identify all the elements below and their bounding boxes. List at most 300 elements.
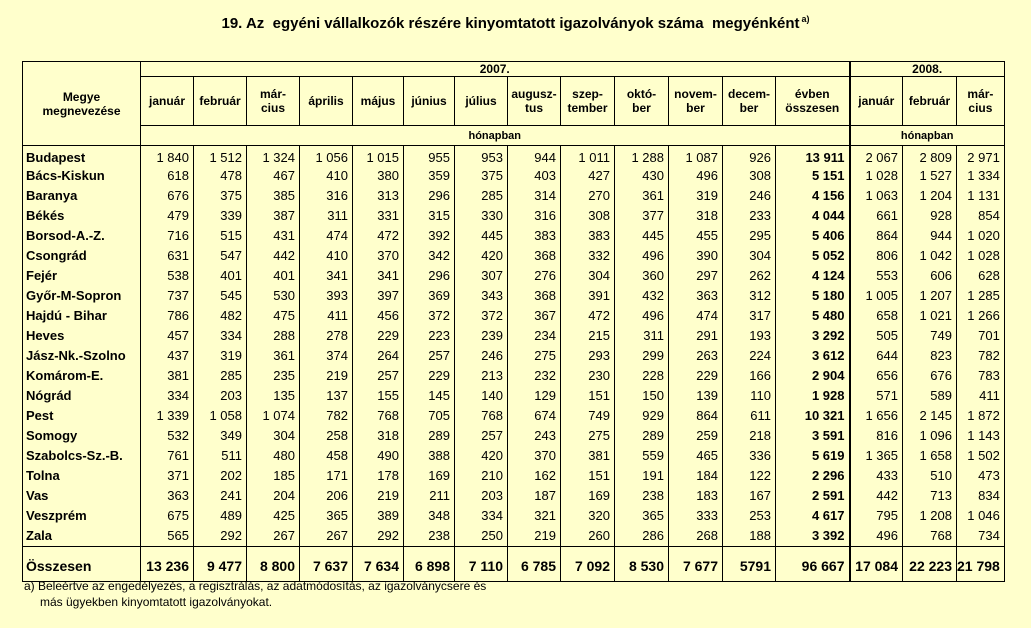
value-cell-2007: 246 [455, 346, 508, 366]
value-cell-2007: 547 [194, 246, 247, 266]
annual-total-cell: 96 667 [776, 547, 850, 582]
value-cell-2007: 122 [723, 466, 776, 486]
value-cell-2007: 370 [353, 246, 404, 266]
annual-total-cell: 5 180 [776, 286, 850, 306]
value-cell-2007: 229 [669, 366, 723, 386]
value-cell-2008: 1 208 [903, 506, 957, 526]
value-cell-2008: 944 [903, 226, 957, 246]
value-cell-2007: 385 [247, 186, 300, 206]
value-cell-2007: 437 [141, 346, 194, 366]
value-cell-2007: 270 [561, 186, 615, 206]
data-table [22, 61, 1005, 582]
value-cell-2007: 365 [300, 506, 353, 526]
month-header-2007: novem- ber [669, 77, 723, 126]
value-cell-2007: 286 [615, 526, 669, 547]
value-cell-2007: 496 [615, 246, 669, 266]
county-name: Komárom-E. [23, 366, 141, 386]
value-cell-2008: 713 [903, 486, 957, 506]
value-cell-2007: 383 [508, 226, 561, 246]
value-cell-2007: 334 [455, 506, 508, 526]
value-cell-2007: 390 [669, 246, 723, 266]
value-cell-2008: 473 [957, 466, 1005, 486]
value-cell-2007: 391 [561, 286, 615, 306]
value-cell-2008: 661 [850, 206, 903, 226]
value-cell-2007: 380 [353, 166, 404, 186]
county-name: Békés [23, 206, 141, 226]
value-cell-2007: 389 [353, 506, 404, 526]
county-name: Budapest [23, 146, 141, 167]
county-name: Tolna [23, 466, 141, 486]
month-header-2007: július [455, 77, 508, 126]
value-cell-2007: 926 [723, 146, 776, 167]
table-row [23, 206, 1005, 226]
value-cell-2008: 1 872 [957, 406, 1005, 426]
county-header: Megye megnevezése [23, 62, 141, 146]
value-cell-2007: 135 [247, 386, 300, 406]
value-cell-2008: 571 [850, 386, 903, 406]
value-cell-2007: 392 [404, 226, 455, 246]
value-cell-2007: 496 [615, 306, 669, 326]
value-cell-2007: 5791 [723, 547, 776, 582]
month-header-2007: szep- tember [561, 77, 615, 126]
value-cell-2007: 210 [455, 466, 508, 486]
value-cell-2007: 944 [508, 146, 561, 167]
county-name: Bács-Kiskun [23, 166, 141, 186]
table-row [23, 146, 1005, 167]
value-cell-2007: 1 056 [300, 146, 353, 167]
value-cell-2008: 505 [850, 326, 903, 346]
value-cell-2007: 171 [300, 466, 353, 486]
value-cell-2008: 510 [903, 466, 957, 486]
value-cell-2007: 318 [669, 206, 723, 226]
value-cell-2007: 151 [561, 386, 615, 406]
value-cell-2007: 296 [404, 266, 455, 286]
value-cell-2007: 530 [247, 286, 300, 306]
value-cell-2007: 474 [300, 226, 353, 246]
value-cell-2007: 675 [141, 506, 194, 526]
value-cell-2007: 1 058 [194, 406, 247, 426]
value-cell-2008: 496 [850, 526, 903, 547]
value-cell-2007: 631 [141, 246, 194, 266]
county-name: Somogy [23, 426, 141, 446]
value-cell-2007: 1 324 [247, 146, 300, 167]
value-cell-2007: 250 [455, 526, 508, 547]
value-cell-2007: 445 [455, 226, 508, 246]
annual-total-cell: 5 052 [776, 246, 850, 266]
value-cell-2007: 372 [455, 306, 508, 326]
value-cell-2007: 749 [561, 406, 615, 426]
table-row [23, 166, 1005, 186]
value-cell-2007: 6 785 [508, 547, 561, 582]
value-cell-2007: 381 [141, 366, 194, 386]
month-header-2007: június [404, 77, 455, 126]
value-cell-2007: 375 [455, 166, 508, 186]
value-cell-2007: 206 [300, 486, 353, 506]
value-cell-2008: 1 020 [957, 226, 1005, 246]
value-cell-2007: 203 [194, 386, 247, 406]
county-name: Heves [23, 326, 141, 346]
value-cell-2008: 1 143 [957, 426, 1005, 446]
value-cell-2007: 565 [141, 526, 194, 547]
value-cell-2007: 467 [247, 166, 300, 186]
value-cell-2007: 786 [141, 306, 194, 326]
county-name: Borsod-A.-Z. [23, 226, 141, 246]
value-cell-2008: 734 [957, 526, 1005, 547]
annual-total-cell: 13 911 [776, 146, 850, 167]
value-cell-2007: 317 [723, 306, 776, 326]
value-cell-2007: 1 074 [247, 406, 300, 426]
value-cell-2007: 296 [404, 186, 455, 206]
sum-row [23, 547, 1005, 582]
value-cell-2007: 374 [300, 346, 353, 366]
table-row [23, 266, 1005, 286]
value-cell-2007: 336 [723, 446, 776, 466]
value-cell-2007: 13 236 [141, 547, 194, 582]
value-cell-2007: 411 [300, 306, 353, 326]
value-cell-2007: 311 [615, 326, 669, 346]
value-cell-2007: 331 [353, 206, 404, 226]
value-cell-2008: 17 084 [850, 547, 903, 582]
title-footnote-mark: a) [801, 14, 810, 24]
value-cell-2007: 674 [508, 406, 561, 426]
value-cell-2007: 342 [404, 246, 455, 266]
value-cell-2007: 474 [669, 306, 723, 326]
value-cell-2007: 129 [508, 386, 561, 406]
value-cell-2007: 425 [247, 506, 300, 526]
value-cell-2007: 295 [723, 226, 776, 246]
value-cell-2007: 705 [404, 406, 455, 426]
value-cell-2007: 238 [404, 526, 455, 547]
value-cell-2007: 304 [561, 266, 615, 286]
month-header-2007: októ- ber [615, 77, 669, 126]
value-cell-2007: 368 [508, 246, 561, 266]
value-cell-2007: 375 [194, 186, 247, 206]
value-cell-2007: 456 [353, 306, 404, 326]
value-cell-2007: 316 [508, 206, 561, 226]
value-cell-2007: 410 [300, 166, 353, 186]
table-row [23, 346, 1005, 366]
value-cell-2007: 361 [247, 346, 300, 366]
value-cell-2008: 656 [850, 366, 903, 386]
value-cell-2007: 1 011 [561, 146, 615, 167]
value-cell-2007: 545 [194, 286, 247, 306]
value-cell-2007: 360 [615, 266, 669, 286]
value-cell-2008: 606 [903, 266, 957, 286]
value-cell-2008: 1 658 [903, 446, 957, 466]
value-cell-2007: 7 110 [455, 547, 508, 582]
value-cell-2007: 393 [300, 286, 353, 306]
value-cell-2007: 307 [455, 266, 508, 286]
value-cell-2007: 7 677 [669, 547, 723, 582]
value-cell-2007: 219 [508, 526, 561, 547]
value-cell-2007: 478 [194, 166, 247, 186]
month-header-2007: decem- ber [723, 77, 776, 126]
value-cell-2008: 1 131 [957, 186, 1005, 206]
value-cell-2007: 257 [404, 346, 455, 366]
table-row [23, 466, 1005, 486]
value-cell-2007: 334 [141, 386, 194, 406]
value-cell-2007: 532 [141, 426, 194, 446]
unit-2007-header: hónapban [141, 126, 850, 146]
value-cell-2007: 370 [508, 446, 561, 466]
value-cell-2008: 22 223 [903, 547, 957, 582]
value-cell-2008: 2 067 [850, 146, 903, 167]
value-cell-2007: 297 [669, 266, 723, 286]
value-cell-2007: 367 [508, 306, 561, 326]
value-cell-2007: 140 [455, 386, 508, 406]
value-cell-2007: 312 [723, 286, 776, 306]
annual-total-cell: 3 591 [776, 426, 850, 446]
value-cell-2007: 232 [508, 366, 561, 386]
value-cell-2008: 1 063 [850, 186, 903, 206]
value-cell-2007: 241 [194, 486, 247, 506]
month-header-2008: február [903, 77, 957, 126]
annual-total-cell: 3 612 [776, 346, 850, 366]
value-cell-2007: 308 [723, 166, 776, 186]
table-row [23, 386, 1005, 406]
value-cell-2007: 239 [455, 326, 508, 346]
value-cell-2007: 275 [561, 426, 615, 446]
value-cell-2007: 204 [247, 486, 300, 506]
value-cell-2008: 806 [850, 246, 903, 266]
value-cell-2007: 387 [247, 206, 300, 226]
value-cell-2007: 359 [404, 166, 455, 186]
value-cell-2007: 341 [300, 266, 353, 286]
value-cell-2007: 333 [669, 506, 723, 526]
year-2007-header: 2007. [141, 62, 850, 77]
value-cell-2007: 1 087 [669, 146, 723, 167]
value-cell-2007: 369 [404, 286, 455, 306]
county-name: Fejér [23, 266, 141, 286]
value-cell-2007: 188 [723, 526, 776, 547]
value-cell-2007: 219 [300, 366, 353, 386]
value-cell-2008: 928 [903, 206, 957, 226]
month-header-2007: már- cius [247, 77, 300, 126]
footnote [24, 578, 486, 610]
county-name: Szabolcs-Sz.-B. [23, 446, 141, 466]
value-cell-2008: 1 656 [850, 406, 903, 426]
value-cell-2008: 1 005 [850, 286, 903, 306]
table-row [23, 366, 1005, 386]
value-cell-2007: 782 [300, 406, 353, 426]
value-cell-2007: 475 [247, 306, 300, 326]
value-cell-2007: 430 [615, 166, 669, 186]
value-cell-2007: 442 [247, 246, 300, 266]
value-cell-2008: 658 [850, 306, 903, 326]
value-cell-2007: 219 [353, 486, 404, 506]
value-cell-2008: 1 334 [957, 166, 1005, 186]
value-cell-2007: 8 530 [615, 547, 669, 582]
value-cell-2007: 334 [194, 326, 247, 346]
value-cell-2007: 308 [561, 206, 615, 226]
value-cell-2007: 479 [141, 206, 194, 226]
value-cell-2007: 185 [247, 466, 300, 486]
value-cell-2007: 218 [723, 426, 776, 446]
annual-total-cell: 5 480 [776, 306, 850, 326]
value-cell-2007: 211 [404, 486, 455, 506]
value-cell-2008: 823 [903, 346, 957, 366]
value-cell-2007: 388 [404, 446, 455, 466]
value-cell-2007: 304 [247, 426, 300, 446]
value-cell-2007: 275 [508, 346, 561, 366]
value-cell-2007: 361 [615, 186, 669, 206]
value-cell-2007: 8 800 [247, 547, 300, 582]
value-cell-2007: 489 [194, 506, 247, 526]
annual-total-cell: 2 296 [776, 466, 850, 486]
title-text: 19. Az egyéni vállalkozók részére kinyomtatott igazolványok száma megyénként [221, 15, 800, 32]
value-cell-2007: 166 [723, 366, 776, 386]
value-cell-2007: 267 [300, 526, 353, 547]
table-title [0, 14, 1031, 32]
value-cell-2007: 383 [561, 226, 615, 246]
value-cell-2008: 1 502 [957, 446, 1005, 466]
value-cell-2007: 292 [353, 526, 404, 547]
value-cell-2007: 538 [141, 266, 194, 286]
value-cell-2007: 1 288 [615, 146, 669, 167]
value-cell-2007: 341 [353, 266, 404, 286]
value-cell-2007: 371 [141, 466, 194, 486]
value-cell-2007: 167 [723, 486, 776, 506]
value-cell-2007: 349 [194, 426, 247, 446]
value-cell-2007: 1 015 [353, 146, 404, 167]
value-cell-2007: 410 [300, 246, 353, 266]
value-cell-2007: 223 [404, 326, 455, 346]
value-cell-2007: 768 [353, 406, 404, 426]
value-cell-2007: 397 [353, 286, 404, 306]
table-row [23, 506, 1005, 526]
value-cell-2007: 381 [561, 446, 615, 466]
value-cell-2007: 368 [508, 286, 561, 306]
value-cell-2007: 1 840 [141, 146, 194, 167]
table-row [23, 426, 1005, 446]
month-header-2007: február [194, 77, 247, 126]
annual-total-cell: 4 124 [776, 266, 850, 286]
county-name: Veszprém [23, 506, 141, 526]
value-cell-2007: 363 [141, 486, 194, 506]
value-cell-2007: 318 [353, 426, 404, 446]
value-cell-2008: 553 [850, 266, 903, 286]
county-name: Baranya [23, 186, 141, 206]
value-cell-2008: 411 [957, 386, 1005, 406]
year-2008-header: 2008. [850, 62, 1005, 77]
month-header-2007: április [300, 77, 353, 126]
value-cell-2007: 319 [194, 346, 247, 366]
month-header-2007: május [353, 77, 404, 126]
value-cell-2008: 701 [957, 326, 1005, 346]
value-cell-2008: 834 [957, 486, 1005, 506]
county-name: Csongrád [23, 246, 141, 266]
table-row [23, 526, 1005, 547]
value-cell-2007: 768 [455, 406, 508, 426]
value-cell-2007: 246 [723, 186, 776, 206]
annual-total-header: évben összesen [776, 77, 850, 126]
annual-total-cell: 3 392 [776, 526, 850, 547]
value-cell-2007: 260 [561, 526, 615, 547]
value-cell-2007: 169 [561, 486, 615, 506]
annual-total-cell: 5 151 [776, 166, 850, 186]
annual-total-cell: 1 928 [776, 386, 850, 406]
value-cell-2008: 782 [957, 346, 1005, 366]
value-cell-2007: 291 [669, 326, 723, 346]
value-cell-2007: 314 [508, 186, 561, 206]
value-cell-2007: 7 637 [300, 547, 353, 582]
annual-total-cell: 5 619 [776, 446, 850, 466]
value-cell-2008: 1 028 [957, 246, 1005, 266]
annual-total-cell: 3 292 [776, 326, 850, 346]
value-cell-2008: 749 [903, 326, 957, 346]
table-row [23, 446, 1005, 466]
value-cell-2007: 377 [615, 206, 669, 226]
value-cell-2007: 348 [404, 506, 455, 526]
value-cell-2008: 1 021 [903, 306, 957, 326]
value-cell-2007: 202 [194, 466, 247, 486]
value-cell-2007: 311 [300, 206, 353, 226]
annual-total-cell: 10 321 [776, 406, 850, 426]
value-cell-2007: 420 [455, 446, 508, 466]
value-cell-2008: 1 042 [903, 246, 957, 266]
value-cell-2008: 644 [850, 346, 903, 366]
value-cell-2007: 330 [455, 206, 508, 226]
value-cell-2007: 420 [455, 246, 508, 266]
value-cell-2007: 262 [723, 266, 776, 286]
value-cell-2007: 7 634 [353, 547, 404, 582]
value-cell-2007: 289 [404, 426, 455, 446]
value-cell-2007: 155 [353, 386, 404, 406]
value-cell-2007: 482 [194, 306, 247, 326]
value-cell-2007: 480 [247, 446, 300, 466]
county-name: Jász-Nk.-Szolno [23, 346, 141, 366]
value-cell-2008: 589 [903, 386, 957, 406]
value-cell-2008: 1 266 [957, 306, 1005, 326]
value-cell-2007: 257 [455, 426, 508, 446]
table-row [23, 486, 1005, 506]
value-cell-2008: 2 809 [903, 146, 957, 167]
value-cell-2007: 343 [455, 286, 508, 306]
value-cell-2008: 1 285 [957, 286, 1005, 306]
value-cell-2007: 228 [615, 366, 669, 386]
table-row [23, 406, 1005, 426]
county-name: Győr-M-Sopron [23, 286, 141, 306]
value-cell-2007: 193 [723, 326, 776, 346]
value-cell-2008: 783 [957, 366, 1005, 386]
table-row [23, 286, 1005, 306]
value-cell-2007: 363 [669, 286, 723, 306]
value-cell-2007: 288 [247, 326, 300, 346]
value-cell-2007: 139 [669, 386, 723, 406]
value-cell-2007: 215 [561, 326, 615, 346]
value-cell-2007: 403 [508, 166, 561, 186]
annual-total-cell: 5 406 [776, 226, 850, 246]
value-cell-2007: 230 [561, 366, 615, 386]
value-cell-2007: 184 [669, 466, 723, 486]
value-cell-2007: 676 [141, 186, 194, 206]
value-cell-2008: 2 971 [957, 146, 1005, 167]
annual-total-cell: 4 617 [776, 506, 850, 526]
value-cell-2007: 253 [723, 506, 776, 526]
annual-total-cell: 4 044 [776, 206, 850, 226]
value-cell-2007: 401 [194, 266, 247, 286]
annual-total-cell: 2 591 [776, 486, 850, 506]
value-cell-2007: 234 [508, 326, 561, 346]
value-cell-2007: 243 [508, 426, 561, 446]
value-cell-2007: 304 [723, 246, 776, 266]
value-cell-2007: 1 512 [194, 146, 247, 167]
value-cell-2007: 276 [508, 266, 561, 286]
value-cell-2007: 229 [353, 326, 404, 346]
value-cell-2008: 1 046 [957, 506, 1005, 526]
value-cell-2008: 2 145 [903, 406, 957, 426]
value-cell-2007: 285 [455, 186, 508, 206]
